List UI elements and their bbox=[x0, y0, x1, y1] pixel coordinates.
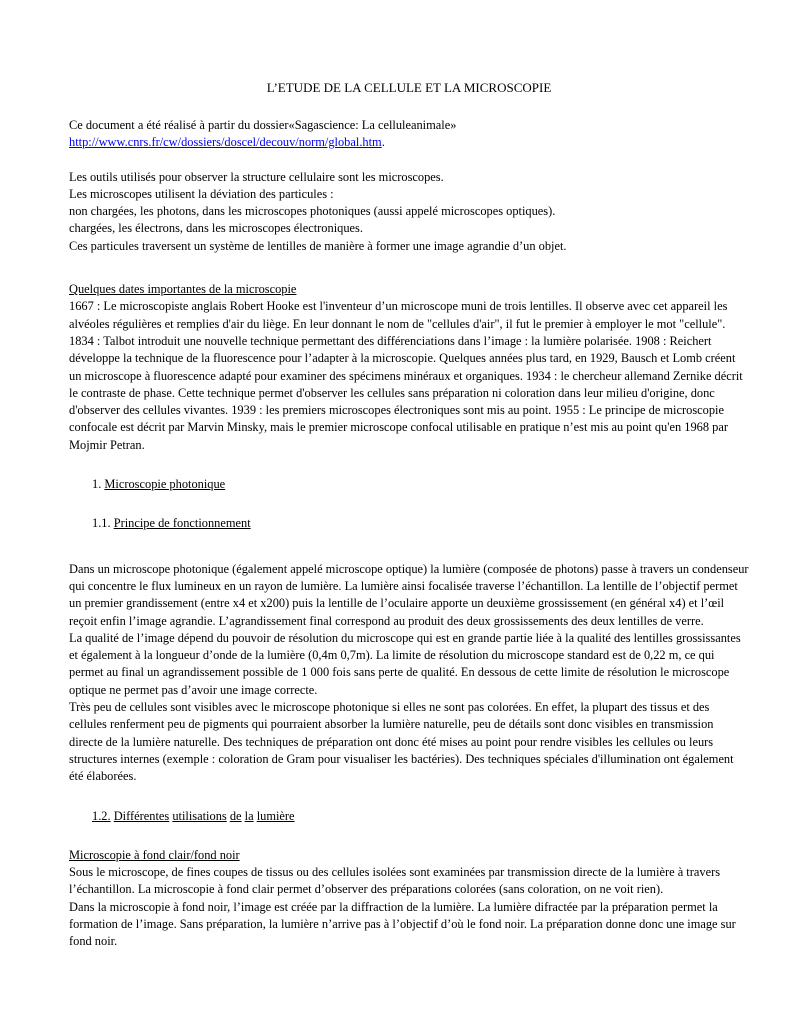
principe-paragraph: Très peu de cellules sont visibles avec le microscope photonique si elles ne sont pas colorées. En effet, la plupart des tissus et des cellules renferment peu de pigments qui pourraient absorber la lumière naturelle, peu de détails sont donc visibles en transmission directe de la lumière naturelle. Des techniques de préparation ont donc été mises au point pour rendre visibles les cellules ou leurs structures internes (exemple : coloration de Gram pour visualiser les bactéries). Des techniques spéciales d'illumination ont également été élaborées. bbox=[69, 700, 734, 784]
tools-block bbox=[69, 169, 749, 255]
section-1-heading bbox=[69, 476, 749, 493]
tools-line: Les microscopes utilisent la déviation des particules : bbox=[69, 186, 334, 201]
intro-link-line bbox=[69, 134, 749, 151]
fond-paragraph: Dans la microscopie à fond noir, l’image est créée par la diffraction de la lumière. La lumière difractée par la préparation permet la formation de l’image. Sans préparation, la lumière n’arrive pas à l’objectif d’où le fond noir. La préparation donne donc une image sur fond noir. bbox=[69, 899, 736, 949]
section-1-2-word: lumière bbox=[256, 808, 295, 823]
section-1-1-title: Principe de fonctionnement bbox=[113, 516, 251, 531]
tools-line: chargées, les électrons, dans les microscopes électroniques. bbox=[69, 221, 363, 236]
fond-paragraph: Sous le microscope, de fines coupes de tissus ou des cellules isolées sont examinées par transmission directe de la lumière à travers l’échantillon. La microscopie à fond clair permet d’observer des préparations colorées (sans coloration, on ne voit rien). bbox=[69, 865, 721, 897]
section-1-2-word: utilisations bbox=[172, 808, 227, 823]
section-1-2-word: de bbox=[229, 808, 242, 823]
link-suffix: . bbox=[381, 135, 385, 150]
section-1-title: Microscopie photonique bbox=[104, 477, 226, 492]
section-1-1-number: 1.1. bbox=[92, 516, 114, 531]
section-1-1-heading bbox=[69, 515, 749, 532]
source-link[interactable]: http://www.cnrs.fr/cw/dossiers/doscel/decouv/norm/global.htm bbox=[69, 135, 382, 150]
intro-text: Ce document a été réalisé à partir du dossier«Sagascience: La celluleanimale» bbox=[69, 118, 457, 132]
dates-heading: Quelques dates importantes de la microscopie bbox=[69, 282, 297, 297]
section-1-2-word: Différentes bbox=[113, 808, 170, 823]
intro-block bbox=[69, 117, 749, 152]
section-1-2-word: la bbox=[244, 808, 254, 823]
document-title: L’ETUDE DE LA CELLULE ET LA MICROSCOPIE bbox=[266, 80, 552, 95]
section-1-2-number: 1.2. bbox=[92, 808, 111, 823]
dates-section bbox=[69, 281, 749, 454]
fond-section bbox=[69, 847, 749, 951]
dates-body: 1667 : Le microscopiste anglais Robert Hooke est l'inventeur d’un microscope muni de trois lentilles. Il observe avec cet appareil les alvéoles régulières et remplies d'air du liège. En leur donnant le nom de "cellules d'air", il fut le premier à employer le mot "cellule". 1834 : Talbot introduit une nouvelle technique permettant des différenciations dans l’image : la lumière polarisée. 1908 : Reichert développe la technique de la fluorescence pour l’adapter à la microscopie. Quelques années plus tard, en 1929, Bausch et Lomb créent un microscope à fluorescence adapté pour examiner des spécimens minéraux et organiques. 1934 : le chercheur allemand Zernike décrit le contraste de phase. Cette technique permet d'observer les cellules sans préparation ni coloration dans leur milieu d'origine, donc d'observer des cellules vivantes. 1939 : les premiers microscopes électroniques sont mis au point. 1955 : Le principe de microscopie confocale est décrit par Marvin Minsky, mais le premier microscope confocal utilisable en pratique n’est mis au point qu'en 1968 par Mojmir Petran. bbox=[69, 299, 743, 452]
principe-section bbox=[69, 561, 749, 786]
section-1-number: 1. bbox=[92, 477, 105, 492]
tools-line: non chargées, les photons, dans les microscopes photoniques (aussi appelé microscopes optiques). bbox=[69, 204, 556, 219]
document-page bbox=[69, 80, 749, 951]
tools-line: Les outils utilisés pour observer la structure cellulaire sont les microscopes. bbox=[69, 169, 444, 184]
fond-heading: Microscopie à fond clair/fond noir bbox=[69, 847, 240, 862]
tools-line: Ces particules traversent un système de lentilles de manière à former une image agrandie d’un objet. bbox=[69, 238, 567, 253]
principe-paragraph: La qualité de l’image dépend du pouvoir de résolution du microscope qui est en grande partie liée à la qualité des lentilles grossissantes et également à la longueur d’onde de la lumière (0,4m 0,7m). La limite de résolution du microscope standard est de 0,22 m, ce qui permet au final un agrandissement possible de 1 000 fois sans perte de qualité. En dessous de cette limite de résolution le microscope optique ne permet pas d’avoir une image correcte. bbox=[69, 630, 741, 697]
principe-paragraph: Dans un microscope photonique (également appelé microscope optique) la lumière (composée de photons) passe à travers un condenseur qui concentre le flux lumineux en un rayon de lumière. La lumière ainsi focalisée traverse l’échantillon. La lentille de l’objectif permet un premier grandissement (entre x4 et x200) puis la lentille de l’oculaire apporte un deuxième grossissement (en général x4) et l’œil reçoit enfin l’image agrandie. L’agrandissement final correspond au produit des deux grossissements des deux lentilles de verre. bbox=[69, 561, 749, 628]
section-1-2-heading bbox=[69, 808, 749, 825]
